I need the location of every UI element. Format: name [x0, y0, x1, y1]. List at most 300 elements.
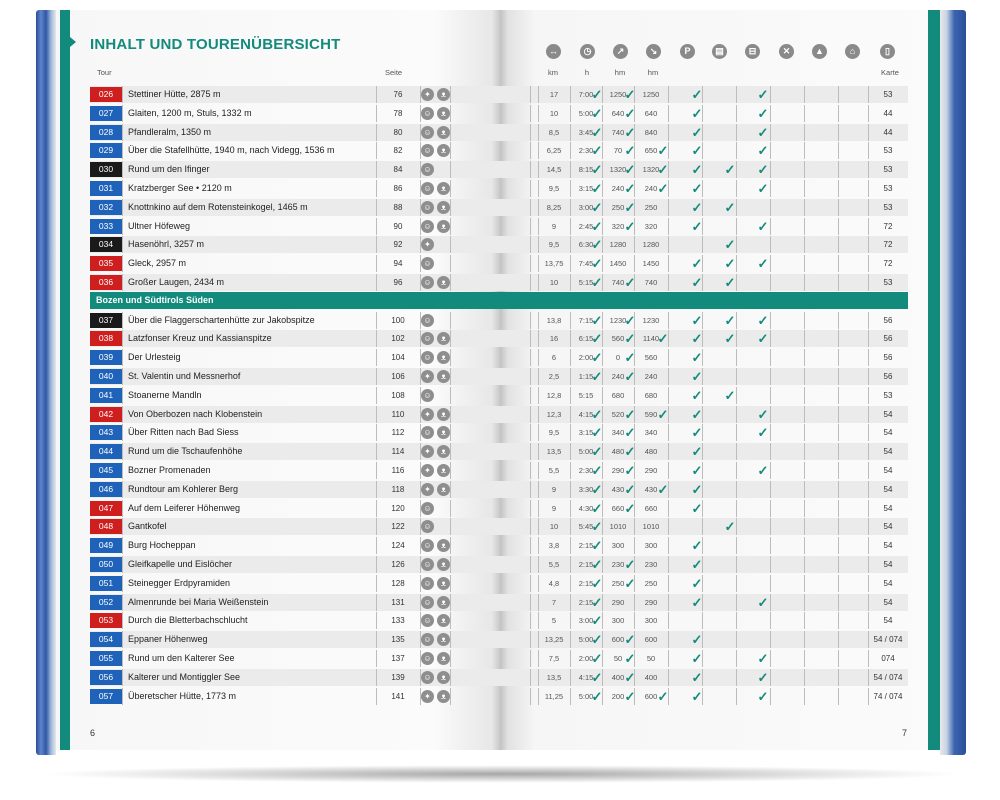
- table-row: [90, 142, 908, 159]
- check-icon: ✓: [591, 463, 603, 478]
- bear-icon: ᴥ: [437, 126, 450, 139]
- page-ref: 122: [391, 522, 405, 532]
- descent-hm: 430: [644, 484, 658, 494]
- check-icon: ✓: [591, 124, 603, 140]
- distance-km: 3,8: [548, 541, 560, 551]
- bear-icon: ᴥ: [437, 614, 450, 627]
- tour-number: 028: [90, 125, 122, 140]
- column-divider: [122, 500, 123, 517]
- duration-h: 2:45: [578, 221, 594, 231]
- duration-h: 8:15: [578, 165, 594, 175]
- descent-hm: 240: [644, 184, 658, 193]
- duration-h: 5:15: [578, 390, 594, 400]
- column-divider: [376, 424, 377, 441]
- check-icon: ✓: [724, 331, 736, 347]
- map-icon: ▯: [880, 44, 895, 59]
- map-ref: 54: [883, 409, 893, 419]
- distance-km: 13,5: [546, 447, 562, 457]
- table-row: [90, 349, 908, 366]
- column-divider: [770, 500, 771, 517]
- column-divider: [530, 161, 531, 178]
- duration-h: 6:15: [578, 334, 594, 344]
- ascent-hm: 250: [611, 578, 625, 588]
- tour-name: Hasenöhrl, 3257 m: [128, 239, 205, 250]
- check-icon: ✓: [591, 651, 603, 666]
- check-icon: ✓: [724, 199, 736, 215]
- column-divider: [668, 312, 669, 329]
- table-row: [90, 443, 908, 460]
- book-edge-left: [36, 10, 56, 755]
- tour-name: Latzfonser Kreuz und Kassianspitze: [128, 333, 272, 344]
- bear-icon: ᴥ: [437, 671, 450, 684]
- check-icon: ✓: [657, 143, 669, 159]
- distance-km: 8,5: [548, 127, 560, 137]
- page-ref: 78: [393, 108, 403, 118]
- ascent-hm: 1320: [609, 165, 627, 175]
- check-icon: ✓: [624, 557, 636, 572]
- tour-name: Über die Flaggerschartenhütte zur Jakobspitze: [128, 314, 315, 325]
- map-ref: 54: [883, 560, 893, 569]
- map-ref: 54: [883, 428, 893, 438]
- column-divider: [530, 462, 531, 479]
- check-icon: ✓: [691, 575, 703, 591]
- column-divider: [770, 387, 771, 404]
- map-ref: 53: [883, 390, 893, 400]
- column-divider: [376, 575, 377, 592]
- check-icon: ✓: [757, 256, 769, 272]
- table-row: [90, 236, 908, 253]
- column-divider: [530, 124, 531, 141]
- tour-name: Almenrunde bei Maria Weißenstein: [128, 596, 269, 607]
- column-divider: [450, 236, 451, 253]
- check-icon: ✓: [757, 331, 769, 347]
- section-title: Bozen und Südtirols Süden: [96, 295, 214, 305]
- distance-km: 5: [551, 616, 557, 626]
- tour-number: 048: [90, 519, 122, 534]
- check-icon: ✓: [657, 162, 669, 178]
- check-icon: ✓: [624, 350, 636, 366]
- check-icon: ✓: [691, 425, 703, 441]
- map-ref: 54: [883, 597, 893, 607]
- page-ref: 104: [391, 353, 405, 363]
- column-divider: [736, 462, 737, 479]
- column-divider: [376, 443, 377, 460]
- smile-icon: ☺: [421, 426, 434, 439]
- column-divider: [804, 500, 805, 517]
- smile-icon: ☺: [421, 614, 434, 627]
- column-divider: [804, 255, 805, 272]
- distance-km: 9: [551, 484, 557, 494]
- check-icon: ✓: [691, 199, 703, 215]
- check-icon: ✓: [691, 312, 703, 328]
- column-divider: [122, 142, 123, 159]
- ascent-hm: 660: [611, 503, 625, 513]
- column-divider: [530, 274, 531, 291]
- bear-icon: ᴥ: [437, 351, 450, 364]
- check-icon: ✓: [591, 519, 603, 535]
- column-divider: [838, 180, 839, 197]
- column-divider: [838, 255, 839, 272]
- tour-name: Kalterer und Montiggler See: [128, 671, 241, 682]
- column-divider: [530, 424, 531, 441]
- distance-km: 12,8: [546, 390, 562, 400]
- check-icon: ✓: [624, 124, 636, 140]
- map-ref: 56: [883, 334, 893, 344]
- column-divider: [838, 349, 839, 366]
- check-icon: ✓: [591, 575, 603, 591]
- page-ref: 128: [391, 578, 405, 588]
- page-ref: 133: [391, 616, 405, 626]
- bear-icon: ᴥ: [437, 408, 450, 421]
- hiker-icon: ✦: [421, 408, 434, 421]
- column-divider: [122, 236, 123, 253]
- check-icon: ✓: [624, 632, 636, 648]
- column-divider: [668, 500, 669, 517]
- distance-km: 14,5: [546, 165, 562, 175]
- column-divider: [668, 218, 669, 235]
- ascent-hm: 1010: [609, 522, 627, 532]
- column-divider: [122, 688, 123, 705]
- check-icon: ✓: [591, 632, 603, 648]
- check-icon: ✓: [691, 651, 703, 666]
- map-ref: 53: [883, 278, 893, 287]
- page-ref: 100: [391, 315, 405, 325]
- table-row: [90, 537, 908, 554]
- page-ref: 92: [393, 240, 403, 250]
- check-icon: ✓: [757, 688, 769, 704]
- check-icon: ✓: [591, 500, 603, 516]
- column-divider: [804, 537, 805, 554]
- ascent-hm: 430: [611, 484, 625, 494]
- tour-name: St. Valentin und Messnerhof: [128, 371, 241, 381]
- page-ref: 90: [393, 221, 403, 231]
- map-ref: 54: [883, 447, 893, 457]
- map-ref: 72: [883, 259, 893, 269]
- smile-icon: ☺: [421, 671, 434, 684]
- ascent-hm: 1250: [609, 90, 627, 99]
- column-divider: [838, 669, 839, 686]
- ascent-hm: 480: [611, 447, 625, 457]
- ascent-hm: 300: [611, 616, 625, 626]
- smile-icon: ☺: [421, 389, 434, 402]
- hiker-icon: ✦: [421, 445, 434, 458]
- check-icon: ✓: [724, 387, 736, 403]
- column-divider: [530, 349, 531, 366]
- column-divider: [530, 612, 531, 629]
- ascent-hm: 320: [611, 221, 625, 231]
- column-divider: [668, 105, 669, 122]
- duration-h: 2:30: [578, 466, 594, 475]
- left-accent-bar: [60, 10, 70, 750]
- column-divider: [736, 669, 737, 686]
- descent-hm: 340: [644, 428, 658, 438]
- page-ref: 118: [391, 484, 405, 494]
- check-icon: ✓: [591, 237, 603, 253]
- column-divider: [770, 481, 771, 498]
- column-divider: [668, 612, 669, 629]
- column-divider: [736, 86, 737, 103]
- column-divider: [530, 180, 531, 197]
- page-ref: 84: [393, 165, 403, 175]
- column-divider: [668, 349, 669, 366]
- descent-hm: 300: [644, 541, 658, 551]
- bear-icon: ᴥ: [437, 652, 450, 665]
- check-icon: ✓: [691, 632, 703, 648]
- tour-name: Gleifkapelle und Eislöcher: [128, 559, 233, 569]
- ascent-hm: 290: [611, 466, 625, 475]
- column-divider: [530, 312, 531, 329]
- column-divider: [736, 631, 737, 648]
- page-ref: 139: [391, 672, 405, 682]
- bear-icon: ᴥ: [437, 445, 450, 458]
- column-divider: [838, 443, 839, 460]
- column-divider: [702, 236, 703, 253]
- check-icon: ✓: [591, 406, 603, 422]
- page-ref: 110: [391, 409, 405, 419]
- header-km: km: [548, 68, 558, 77]
- tour-number: 029: [90, 143, 122, 158]
- column-divider: [450, 142, 451, 159]
- ascent-hm: 640: [611, 108, 625, 118]
- table-row: [90, 500, 908, 517]
- check-icon: ✓: [757, 651, 769, 666]
- cable-car-icon: ⊟: [745, 44, 760, 59]
- tour-name: Über Ritten nach Bad Siess: [128, 427, 239, 438]
- column-divider: [530, 669, 531, 686]
- column-divider: [450, 368, 451, 385]
- column-divider: [122, 556, 123, 573]
- check-icon: ✓: [757, 181, 769, 196]
- column-divider: [122, 161, 123, 178]
- descent-hm: 650: [644, 146, 658, 156]
- column-divider: [122, 180, 123, 197]
- map-ref: 72: [883, 221, 893, 231]
- column-divider: [450, 105, 451, 122]
- tour-number: 051: [90, 576, 122, 591]
- map-ref: 54 / 074: [873, 635, 903, 645]
- descent-hm: 250: [644, 202, 658, 212]
- column-divider: [838, 105, 839, 122]
- distance-km: 9,5: [548, 240, 560, 250]
- column-divider: [668, 274, 669, 291]
- tour-number: 042: [90, 407, 122, 422]
- column-divider: [450, 218, 451, 235]
- column-divider: [376, 180, 377, 197]
- title-marker-icon: [70, 37, 76, 47]
- tour-number: 044: [90, 444, 122, 459]
- column-divider: [838, 518, 839, 535]
- check-icon: ✓: [691, 594, 703, 610]
- map-ref: 54: [883, 522, 893, 532]
- column-divider: [376, 255, 377, 272]
- column-divider: [804, 368, 805, 385]
- duration-h: 2:15: [578, 541, 594, 551]
- column-divider: [530, 518, 531, 535]
- tour-number: 041: [90, 388, 122, 403]
- check-icon: ✓: [757, 669, 769, 685]
- table-row: [90, 86, 908, 103]
- tour-number: 055: [90, 651, 122, 666]
- column-divider: [450, 631, 451, 648]
- bear-icon: ᴥ: [437, 144, 450, 157]
- tour-number: 032: [90, 200, 122, 215]
- column-divider: [122, 255, 123, 272]
- page-ref: 126: [391, 560, 405, 569]
- tour-number: 039: [90, 350, 122, 365]
- smile-icon: ☺: [421, 502, 434, 515]
- column-divider: [668, 387, 669, 404]
- distance-km: 2,5: [548, 372, 560, 381]
- book-edge-right: [940, 10, 966, 755]
- column-divider: [450, 330, 451, 347]
- tour-name: Großer Laugen, 2434 m: [128, 277, 225, 287]
- column-divider: [770, 556, 771, 573]
- column-divider: [668, 594, 669, 611]
- ascent-hm: 600: [611, 635, 625, 645]
- ruler-icon: ↔: [546, 44, 561, 59]
- column-divider: [450, 669, 451, 686]
- tour-number: 026: [90, 87, 122, 102]
- check-icon: ✓: [691, 105, 703, 121]
- tour-name: Steinegger Erdpyramiden: [128, 577, 231, 588]
- check-icon: ✓: [757, 124, 769, 140]
- tour-number: 031: [90, 181, 122, 196]
- ascent-hm: 200: [611, 691, 625, 701]
- column-divider: [668, 86, 669, 103]
- duration-h: 7:45: [578, 259, 594, 269]
- tour-number: 052: [90, 595, 122, 610]
- column-divider: [450, 255, 451, 272]
- tour-number: 037: [90, 313, 122, 328]
- column-divider: [530, 142, 531, 159]
- tour-number: 027: [90, 106, 122, 121]
- column-divider: [804, 274, 805, 291]
- column-divider: [530, 199, 531, 216]
- smile-icon: ☺: [421, 351, 434, 364]
- duration-h: 7:15: [578, 315, 594, 325]
- column-divider: [702, 518, 703, 535]
- column-divider: [376, 594, 377, 611]
- column-divider: [838, 462, 839, 479]
- tour-name: Der Urlesteig: [128, 352, 181, 363]
- column-divider: [122, 349, 123, 366]
- page-ref: 135: [391, 635, 405, 645]
- duration-h: 1:15: [578, 372, 594, 381]
- hut-icon: ⌂: [845, 44, 860, 59]
- smile-icon: ☺: [421, 633, 434, 646]
- table-row: [90, 218, 908, 235]
- ascent-hm: 740: [611, 127, 625, 137]
- bear-icon: ᴥ: [437, 426, 450, 439]
- duration-h: 2:00: [578, 353, 594, 363]
- ascent-hm: 70: [613, 146, 623, 156]
- check-icon: ✓: [757, 162, 769, 178]
- column-divider: [122, 631, 123, 648]
- column-divider: [530, 556, 531, 573]
- check-icon: ✓: [724, 275, 736, 290]
- check-icon: ✓: [757, 218, 769, 234]
- column-divider: [804, 462, 805, 479]
- check-icon: ✓: [591, 275, 603, 290]
- column-divider: [376, 236, 377, 253]
- column-divider: [376, 462, 377, 479]
- duration-h: 5:00: [578, 635, 594, 645]
- column-divider: [804, 631, 805, 648]
- distance-km: 13,25: [544, 635, 564, 645]
- duration-h: 4:15: [578, 672, 594, 682]
- column-divider: [770, 612, 771, 629]
- check-icon: ✓: [591, 331, 603, 347]
- check-icon: ✓: [724, 237, 736, 253]
- column-divider: [450, 274, 451, 291]
- check-icon: ✓: [724, 519, 736, 535]
- duration-h: 3:15: [578, 184, 594, 193]
- column-divider: [122, 312, 123, 329]
- distance-km: 9: [551, 221, 557, 231]
- ascent-hm: 50: [613, 654, 623, 663]
- check-icon: ✓: [657, 688, 669, 704]
- column-divider: [376, 312, 377, 329]
- check-icon: ✓: [724, 256, 736, 272]
- column-divider: [838, 199, 839, 216]
- column-divider: [804, 387, 805, 404]
- page-number-right: 7: [902, 728, 908, 738]
- table-row: [90, 612, 908, 629]
- column-divider: [770, 443, 771, 460]
- tour-number: 036: [90, 275, 122, 290]
- column-divider: [376, 330, 377, 347]
- check-icon: ✓: [624, 669, 636, 685]
- check-icon: ✓: [624, 181, 636, 196]
- column-divider: [376, 368, 377, 385]
- column-divider: [838, 236, 839, 253]
- check-icon: ✓: [691, 500, 703, 516]
- tour-name: Auf dem Leiferer Höhenweg: [128, 502, 241, 513]
- check-icon: ✓: [591, 162, 603, 178]
- column-divider: [838, 161, 839, 178]
- descent-hm: 590: [644, 409, 658, 419]
- map-ref: 54: [883, 541, 893, 551]
- header-seite: Seite: [385, 68, 403, 77]
- column-divider: [804, 669, 805, 686]
- smile-icon: ☺: [421, 276, 434, 289]
- column-divider: [804, 86, 805, 103]
- check-icon: ✓: [657, 406, 669, 422]
- column-divider: [736, 688, 737, 705]
- column-divider: [838, 688, 839, 705]
- column-divider: [668, 650, 669, 667]
- column-divider: [122, 443, 123, 460]
- check-icon: ✓: [691, 331, 703, 347]
- check-icon: ✓: [591, 199, 603, 215]
- column-divider: [804, 105, 805, 122]
- page-ref: 124: [391, 541, 405, 551]
- column-divider: [804, 481, 805, 498]
- map-ref: 56: [883, 353, 893, 363]
- page-ref: 82: [393, 146, 403, 156]
- column-divider: [122, 86, 123, 103]
- bear-icon: ᴥ: [437, 370, 450, 383]
- column-divider: [122, 575, 123, 592]
- check-icon: ✓: [624, 500, 636, 516]
- table-row: [90, 124, 908, 141]
- column-divider: [376, 631, 377, 648]
- column-divider: [122, 218, 123, 235]
- descent-hm: 560: [644, 353, 658, 363]
- distance-km: 5,5: [548, 466, 560, 475]
- column-divider: [450, 462, 451, 479]
- table-row: [90, 368, 908, 385]
